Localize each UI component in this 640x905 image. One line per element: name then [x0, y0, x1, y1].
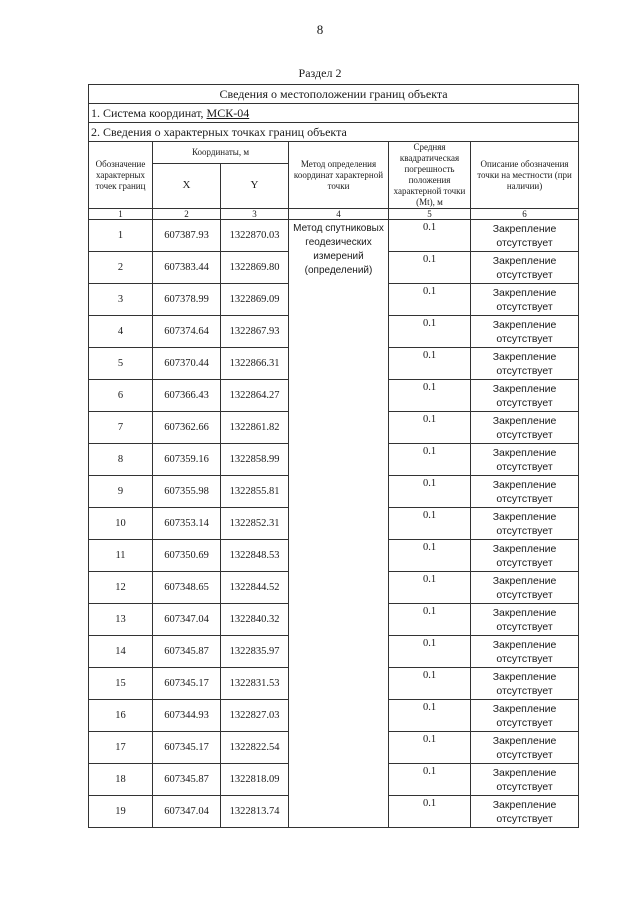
point-description: Закрепление отсутствует: [471, 252, 579, 284]
point-description: Закрепление отсутствует: [471, 572, 579, 604]
point-id: 3: [89, 284, 153, 316]
point-x: 607347.04: [153, 796, 221, 828]
point-id: 2: [89, 252, 153, 284]
point-id: 10: [89, 508, 153, 540]
point-description: Закрепление отсутствует: [471, 636, 579, 668]
point-description: Закрепление отсутствует: [471, 348, 579, 380]
point-error: 0.1: [389, 412, 471, 444]
point-description: Закрепление отсутствует: [471, 540, 579, 572]
point-y: 1322858.99: [221, 444, 289, 476]
point-y: 1322822.54: [221, 732, 289, 764]
point-id: 7: [89, 412, 153, 444]
point-y: 1322813.74: [221, 796, 289, 828]
point-description: Закрепление отсутствует: [471, 412, 579, 444]
point-error: 0.1: [389, 220, 471, 252]
point-error: 0.1: [389, 636, 471, 668]
point-x: 607355.98: [153, 476, 221, 508]
point-x: 607348.65: [153, 572, 221, 604]
point-error: 0.1: [389, 508, 471, 540]
point-id: 8: [89, 444, 153, 476]
point-id: 18: [89, 764, 153, 796]
column-number: 3: [221, 209, 289, 220]
point-description: Закрепление отсутствует: [471, 764, 579, 796]
column-number: 2: [153, 209, 221, 220]
point-y: 1322870.03: [221, 220, 289, 252]
column-number: 4: [289, 209, 389, 220]
header-x: X: [153, 163, 221, 208]
point-x: 607362.66: [153, 412, 221, 444]
point-error: 0.1: [389, 284, 471, 316]
point-y: 1322855.81: [221, 476, 289, 508]
point-y: 1322831.53: [221, 668, 289, 700]
point-id: 13: [89, 604, 153, 636]
point-error: 0.1: [389, 540, 471, 572]
point-x: 607347.04: [153, 604, 221, 636]
point-id: 16: [89, 700, 153, 732]
point-y: 1322866.31: [221, 348, 289, 380]
point-id: 15: [89, 668, 153, 700]
point-description: Закрепление отсутствует: [471, 700, 579, 732]
point-error: 0.1: [389, 444, 471, 476]
point-id: 4: [89, 316, 153, 348]
point-y: 1322835.97: [221, 636, 289, 668]
point-x: 607359.16: [153, 444, 221, 476]
method-cell: Метод спутниковых геодезических измерений (определений): [289, 220, 389, 828]
point-description: Закрепление отсутствует: [471, 284, 579, 316]
column-number: 5: [389, 209, 471, 220]
point-y: 1322852.31: [221, 508, 289, 540]
coord-system-value: МСК-04: [206, 105, 250, 120]
point-description: Закрепление отсутствует: [471, 316, 579, 348]
point-y: 1322818.09: [221, 764, 289, 796]
point-id: 17: [89, 732, 153, 764]
point-id: 5: [89, 348, 153, 380]
point-error: 0.1: [389, 764, 471, 796]
point-id: 12: [89, 572, 153, 604]
point-y: 1322861.82: [221, 412, 289, 444]
point-id: 19: [89, 796, 153, 828]
point-error: 0.1: [389, 572, 471, 604]
point-description: Закрепление отсутствует: [471, 668, 579, 700]
point-x: 607374.64: [153, 316, 221, 348]
header-method: Метод определения координат характерной точки: [289, 142, 389, 209]
header-error: Средняя квадратическая погрешность положения характерной точки (Mt), м: [389, 142, 471, 209]
point-x: 607387.93: [153, 220, 221, 252]
coord-system-prefix: 1. Система координат,: [91, 105, 207, 120]
point-id: 6: [89, 380, 153, 412]
point-y: 1322827.03: [221, 700, 289, 732]
point-description: Закрепление отсутствует: [471, 220, 579, 252]
point-error: 0.1: [389, 700, 471, 732]
point-error: 0.1: [389, 380, 471, 412]
point-y: 1322840.32: [221, 604, 289, 636]
point-id: 1: [89, 220, 153, 252]
header-y: Y: [221, 163, 289, 208]
point-description: Закрепление отсутствует: [471, 732, 579, 764]
page-number: 8: [316, 22, 324, 37]
section-label: Раздел 2: [298, 66, 342, 80]
point-description: Закрепление отсутствует: [471, 604, 579, 636]
point-description: Закрепление отсутствует: [471, 476, 579, 508]
point-description: Закрепление отсутствует: [471, 796, 579, 828]
point-id: 11: [89, 540, 153, 572]
header-coords: Координаты, м: [153, 142, 289, 164]
points-title: 2. Сведения о характерных точках границ объекта: [89, 123, 579, 142]
point-x: 607378.99: [153, 284, 221, 316]
point-error: 0.1: [389, 316, 471, 348]
point-x: 607383.44: [153, 252, 221, 284]
point-x: 607345.17: [153, 668, 221, 700]
column-number: 1: [89, 209, 153, 220]
point-y: 1322864.27: [221, 380, 289, 412]
point-description: Закрепление отсутствует: [471, 444, 579, 476]
point-error: 0.1: [389, 732, 471, 764]
column-number: 6: [471, 209, 579, 220]
header-description: Описание обозначения точки на местности (при наличии): [471, 142, 579, 209]
point-description: Закрепление отсутствует: [471, 508, 579, 540]
point-x: 607353.14: [153, 508, 221, 540]
point-y: 1322844.52: [221, 572, 289, 604]
table-row: [89, 220, 579, 252]
point-id: 14: [89, 636, 153, 668]
point-error: 0.1: [389, 668, 471, 700]
point-error: 0.1: [389, 252, 471, 284]
point-y: 1322848.53: [221, 540, 289, 572]
header-designation: Обозначение характерных точек границ: [89, 142, 153, 209]
point-y: 1322869.09: [221, 284, 289, 316]
point-error: 0.1: [389, 476, 471, 508]
point-x: 607370.44: [153, 348, 221, 380]
point-x: 607345.17: [153, 732, 221, 764]
point-y: 1322869.80: [221, 252, 289, 284]
point-error: 0.1: [389, 348, 471, 380]
point-x: 607366.43: [153, 380, 221, 412]
column-numbers-row: [89, 209, 579, 220]
point-y: 1322867.93: [221, 316, 289, 348]
point-description: Закрепление отсутствует: [471, 380, 579, 412]
point-x: 607344.93: [153, 700, 221, 732]
point-error: 0.1: [389, 604, 471, 636]
point-error: 0.1: [389, 796, 471, 828]
boundary-table: [88, 84, 579, 828]
table-title: Сведения о местоположении границ объекта: [89, 85, 579, 104]
point-id: 9: [89, 476, 153, 508]
point-x: 607350.69: [153, 540, 221, 572]
point-x: 607345.87: [153, 636, 221, 668]
point-x: 607345.87: [153, 764, 221, 796]
coord-system: [89, 104, 579, 123]
